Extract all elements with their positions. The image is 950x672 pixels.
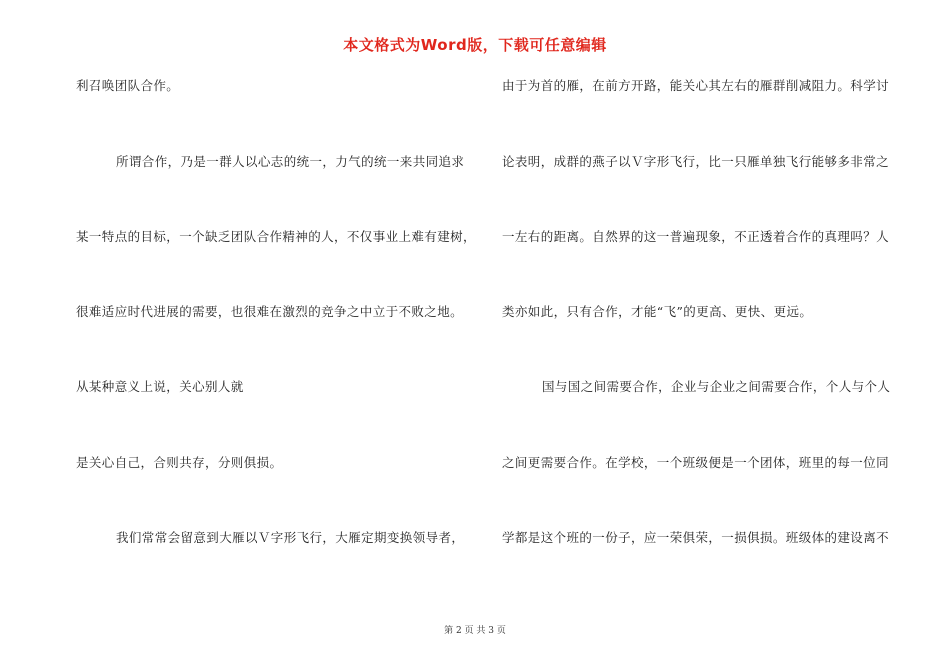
paragraph-line: 一左右的距离。自然界的这一普遍现象，不正透着合作的真理吗？人 (502, 229, 890, 244)
paragraph-line: 类亦如此，只有合作，才能“飞”的更高、更快、更远。 (502, 304, 813, 319)
page-number: 第 2 页 共 3 页 (444, 626, 506, 636)
paragraph-line: 利召唤团队合作。 (76, 78, 180, 93)
paragraph-line: 由于为首的雁，在前方开路，能关心其左右的雁群削减阻力。科学讨 (502, 78, 890, 93)
document-banner: 本文格式为Word版，下载可任意编辑 (343, 36, 607, 54)
paragraph-line: 是关心自己，合则共存，分则俱损。 (76, 455, 283, 470)
paragraph-line: 从某种意义上说，关心别人就 (76, 379, 244, 394)
paragraph-line: 我们常常会留意到大雁以Ｖ字形飞行，大雁定期变换领导者， (116, 530, 465, 545)
paragraph-line: 之间更需要合作。在学校，一个班级便是一个团体，班里的每一位同 (502, 455, 890, 470)
paragraph-line: 所谓合作，乃是一群人以心志的统一，力气的统一来共同追求 (116, 154, 465, 169)
paragraph-line: 国与国之间需要合作，企业与企业之间需要合作，个人与个人 (542, 379, 891, 394)
paragraph-line: 某一特点的目标，一个缺乏团队合作精神的人，不仅事业上难有建树， (76, 229, 476, 244)
paragraph-line: 论表明，成群的燕子以Ｖ字形飞行，比一只雁单独飞行能够多非常之 (502, 154, 890, 169)
paragraph-line: 很难适应时代进展的需要，也很难在激烈的竞争之中立于不败之地。 (76, 304, 464, 319)
paragraph-line: 学都是这个班的一份子，应一荣俱荣，一损俱损。班级体的建设离不 (502, 530, 890, 545)
